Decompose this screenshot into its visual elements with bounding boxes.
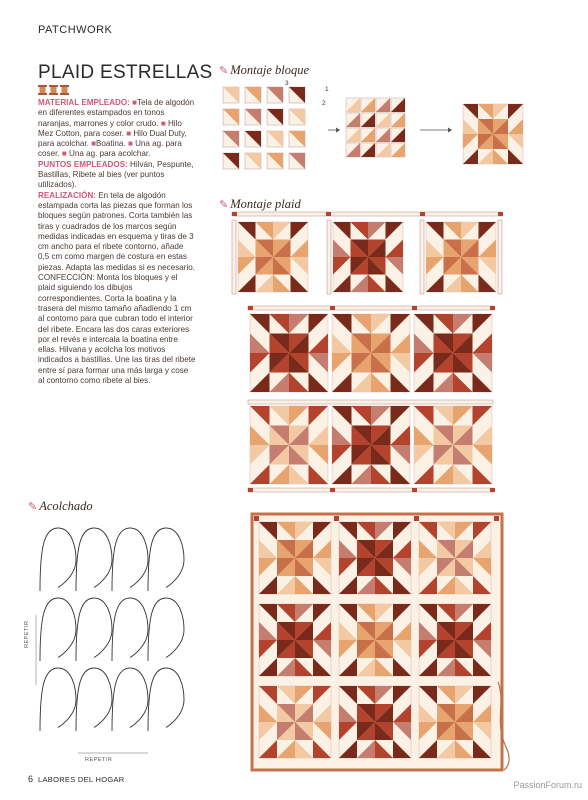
star-block — [339, 522, 411, 594]
cornerstone — [494, 516, 499, 521]
puntos-label: PUNTOS EMPLEADOS: — [38, 159, 128, 169]
star-block — [238, 222, 308, 292]
spool-icon — [60, 85, 69, 95]
sashing-strip — [420, 220, 424, 294]
sashing-strip — [248, 488, 493, 492]
quilting-loop — [148, 528, 184, 591]
cornerstone — [330, 488, 335, 492]
arrow-head — [336, 128, 340, 133]
cornerstone — [334, 516, 339, 521]
cornerstone — [490, 306, 495, 310]
star-block — [339, 686, 411, 758]
cornerstone — [248, 306, 253, 310]
heading-montaje-plaid: ✎ Montaje plaid — [219, 197, 301, 211]
row-unit — [376, 98, 390, 112]
page-number: 6 — [28, 774, 34, 784]
puntos-paragraph — [38, 160, 196, 191]
quilting-loop — [40, 668, 76, 731]
quilting-loop — [148, 668, 184, 731]
realizacion-text: En tela de algodón estampada corta las piezas que forman los bloques según patrones. Corta también las tiras y cuadrados de los marcos según medidas indicadas en esquema y tiras de 3 cm ancho para el ribete contorno, añade 0,5 cm como margen de costura en estas piezas. Adapta las medidas si es necesario. — [38, 190, 196, 272]
quilting-loop — [112, 668, 148, 731]
star-block — [250, 314, 328, 392]
repetir-vertical: REPETIR — [24, 620, 30, 648]
material-item: Una ag. para coser. — [38, 139, 182, 159]
spool-icon — [38, 85, 47, 95]
row-unit — [376, 128, 390, 142]
cornerstone — [330, 306, 335, 310]
block-unit — [289, 131, 305, 147]
cornerstone — [326, 212, 331, 216]
block-unit — [223, 153, 239, 169]
realizacion-label: REALIZACIÓN: — [38, 190, 96, 200]
cornerstone — [248, 488, 253, 492]
sashing-strip — [498, 220, 502, 294]
block-unit — [245, 153, 261, 169]
sashing-strip — [248, 306, 493, 310]
acolchado-diagram — [28, 515, 203, 765]
article-body — [38, 98, 196, 386]
heading-acolchado: ✎ Acolchado — [28, 499, 93, 513]
cornerstone — [232, 212, 237, 216]
cornerstone — [254, 516, 259, 521]
star-block — [419, 686, 491, 758]
block-unit — [223, 87, 239, 103]
label-1: 1 — [325, 86, 329, 93]
block-unit — [223, 131, 239, 147]
row-unit — [346, 143, 360, 157]
article-title: PLAID ESTRELLAS — [38, 62, 213, 83]
material-paragraph: MATERIAL EMPLEADO: ■Tela de algodón en diferentes estampados en tonos naranjas, marrones y color crudo. ■ Hilo Mez Cotton, para coser. ■ Hilo Dual Duty, para acolchar. ■Boatina. ■ Una ag. para coser. ■ Una ag. para acolchar. — [38, 98, 195, 159]
puntos-text: Hilván, Pespunte, Bastillas, Ribete al bies — [38, 159, 194, 180]
star-block — [332, 406, 410, 484]
arrow-head — [448, 128, 452, 133]
heading-montaje-bloque: ✎ Montaje bloque — [219, 63, 310, 77]
quilting-loop — [76, 528, 112, 591]
row-unit — [391, 98, 405, 112]
cornerstone — [498, 212, 503, 216]
star-block — [332, 314, 410, 392]
row-unit — [361, 98, 375, 112]
block-unit — [245, 109, 261, 125]
star-block — [259, 522, 331, 594]
quilting-loop — [112, 528, 148, 591]
montaje-plaid-diagram — [228, 210, 508, 495]
block-unit — [223, 109, 239, 125]
puntos-note: (ver puntos utilizados). — [38, 170, 165, 190]
row-unit — [376, 113, 390, 127]
row-unit — [376, 143, 390, 157]
block-unit — [245, 131, 261, 147]
material-text: Tela de algodón en diferentes estampados en tonos naranjas, marrones y color crudo. — [38, 98, 195, 128]
row-unit — [391, 143, 405, 157]
star-block — [259, 686, 331, 758]
label-2: 2 — [322, 100, 326, 107]
watermark: PassionForum.ru — [513, 780, 582, 790]
section-label: PATCHWORK — [38, 24, 113, 36]
block-unit — [245, 87, 261, 103]
realizacion-paragraph — [38, 191, 196, 273]
quilting-loop — [76, 668, 112, 731]
block-unit — [267, 131, 283, 147]
material-item: Hilo Dual Duty, para acolchar. — [38, 128, 187, 149]
quilting-loop — [112, 598, 148, 661]
quilting-loop — [148, 598, 184, 661]
spool-icon — [49, 85, 58, 95]
row-unit — [361, 128, 375, 142]
block-unit — [267, 87, 283, 103]
star-block — [414, 314, 492, 392]
material-item: Una ag. para acolchar. — [68, 149, 151, 159]
star-block — [333, 222, 403, 292]
star-block — [259, 604, 331, 676]
row-unit — [391, 113, 405, 127]
material-item: Hilo Mez Cotton, para coser. — [38, 118, 182, 138]
block-unit — [289, 87, 305, 103]
magazine-name: LABORES DEL HOGAR — [38, 775, 125, 784]
sashing-strip — [232, 220, 236, 294]
material-label: MATERIAL EMPLEADO: — [38, 98, 130, 107]
row-unit — [346, 113, 360, 127]
cornerstone — [414, 516, 419, 521]
row-unit — [391, 128, 405, 142]
quilting-loop — [76, 598, 112, 661]
cornerstone — [420, 212, 425, 216]
star-block — [419, 522, 491, 594]
sashing-strip — [327, 220, 331, 294]
arrow-icon — [328, 128, 340, 133]
spool-icons — [38, 84, 78, 96]
star-block — [339, 604, 411, 676]
sashing-strip — [232, 212, 502, 216]
block-unit — [289, 153, 305, 169]
arrow-icon — [420, 128, 452, 133]
cornerstone — [412, 488, 417, 492]
sashing-strip — [248, 400, 493, 404]
montaje-bloque-diagram — [220, 82, 560, 177]
repetir-horizontal: REPETIR — [85, 757, 113, 763]
label-3: 3 — [285, 80, 289, 87]
block-unit — [267, 109, 283, 125]
star-block — [250, 406, 328, 484]
star-block — [414, 406, 492, 484]
row-unit — [361, 143, 375, 157]
row-unit — [361, 113, 375, 127]
cornerstone — [490, 488, 495, 492]
star-block — [419, 604, 491, 676]
material-item: Boatina. — [95, 139, 126, 149]
quilting-loop — [40, 528, 76, 591]
confeccion-paragraph: CONFECCIÓN: Monta los bloques y el plaid siguiendo los dibujos correspondientes. Corta la boatina y la trasera del mismo tamaño añadiendo 1 cm al contorno para que cubran todo el interior del ribete. Encara las dos caras exteriores por el revés e intercala la boatina entre ellas. Hilvana y acolcha los motivos indicados a bastillas. Une las tiras del ribete entre sí para formar una más larga y cose al contorno como ribete al bies. — [38, 273, 196, 386]
row-unit — [346, 98, 360, 112]
block-unit — [267, 153, 283, 169]
star-block — [463, 104, 523, 164]
final-quilt-illustration — [250, 512, 525, 772]
block-unit — [289, 109, 305, 125]
row-unit — [346, 128, 360, 142]
cornerstone — [412, 306, 417, 310]
star-block — [426, 222, 496, 292]
quilting-loop — [40, 598, 76, 661]
